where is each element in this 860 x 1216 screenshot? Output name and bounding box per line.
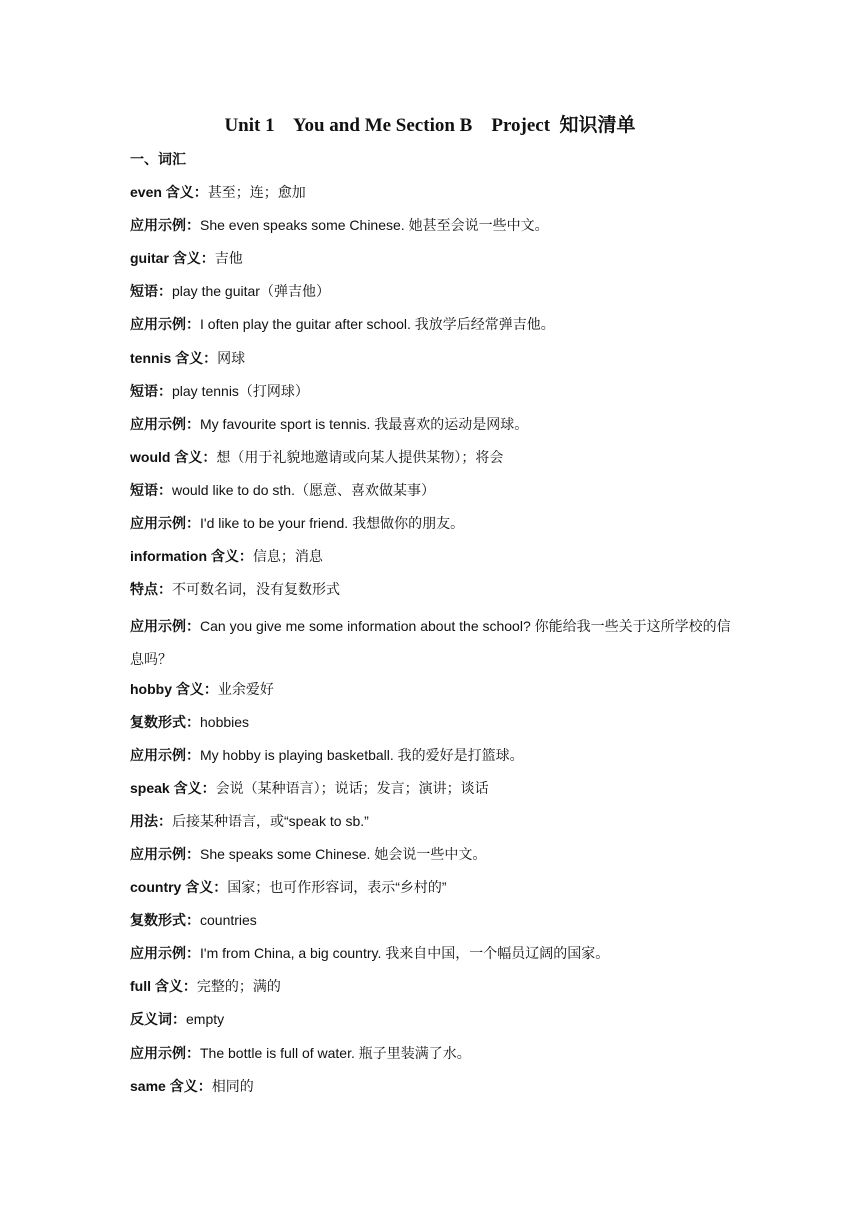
document-line: [130, 743, 740, 776]
document-line: [130, 610, 740, 676]
section-heading: 一、词汇: [130, 151, 186, 167]
line-text: play the guitar（弹吉他）: [172, 283, 330, 300]
line-text: 信息；消息: [252, 548, 323, 565]
document-line: [130, 379, 740, 412]
line-label: 应用示例：: [130, 515, 200, 532]
line-text: My hobby is playing basketball. 我的爱好是打篮球。: [200, 746, 524, 763]
line-label: speak 含义：: [130, 779, 216, 796]
document-line: [130, 544, 740, 577]
document-line: [130, 1041, 740, 1074]
line-label: 用法：: [130, 812, 172, 829]
page-title: Unit 1 You and Me Section B Project 知识清单: [224, 115, 636, 136]
line-label: 应用示例：: [130, 316, 200, 333]
document-line: [130, 312, 740, 345]
line-text: 国家；也可作形容词，表示“乡村的”: [227, 879, 447, 896]
line-label: 应用示例：: [130, 945, 200, 962]
line-label: 应用示例：: [130, 1044, 200, 1061]
line-text: 后接某种语言，或“speak to sb.”: [172, 812, 369, 829]
document-line: [130, 875, 740, 908]
line-label: 短语：: [130, 283, 172, 300]
line-text: 会说（某种语言）；说话；发言；演讲；谈话: [215, 779, 489, 796]
line-label: guitar 含义：: [130, 250, 215, 267]
line-text: 甚至；连；愈加: [207, 184, 306, 201]
line-text: I'm from China, a big country. 我来自中国，一个幅员辽阔的国家。: [200, 945, 610, 962]
line-text: 完整的；满的: [196, 978, 281, 995]
line-label: 短语：: [130, 382, 172, 399]
document-line: [130, 710, 740, 743]
line-text: 不可数名词，没有复数形式: [172, 581, 340, 598]
line-label: full 含义：: [130, 978, 197, 995]
document-line: [130, 445, 740, 478]
line-label: 应用示例：: [130, 217, 200, 234]
line-label: 应用示例：: [130, 845, 200, 862]
line-label: country 含义：: [130, 879, 228, 896]
document-line: [130, 1007, 740, 1040]
document-line: [130, 842, 740, 875]
line-label: same 含义：: [130, 1077, 212, 1094]
line-text: I often play the guitar after school. 我放学后经常弹吉他。: [200, 316, 555, 333]
line-text: 吉他: [214, 250, 243, 267]
document-line: [130, 577, 740, 610]
line-label: 应用示例：: [130, 415, 200, 432]
line-label: 应用示例：: [130, 746, 200, 763]
document-line: [130, 941, 740, 974]
line-label: 复数形式：: [130, 912, 200, 929]
line-text: 网球: [217, 349, 246, 366]
line-text: 相同的: [211, 1077, 254, 1094]
document-line: [130, 478, 740, 511]
document-line: [130, 213, 740, 246]
line-label: 应用示例：: [130, 618, 200, 635]
vocabulary-entries: [130, 180, 740, 1107]
line-text: would like to do sth.（愿意、喜欢做某事）: [172, 481, 435, 498]
line-text: play tennis（打网球）: [172, 382, 309, 399]
document-line: [130, 511, 740, 544]
line-label: information 含义：: [130, 548, 253, 565]
line-text: hobbies: [200, 713, 250, 730]
line-label: 复数形式：: [130, 713, 200, 730]
document-line: [130, 279, 740, 312]
document-line: [130, 346, 740, 379]
line-text: My favourite sport is tennis. 我最喜欢的运动是网球。: [200, 415, 529, 432]
document-line: [130, 180, 740, 213]
line-label: 短语：: [130, 481, 172, 498]
document-line: [130, 974, 740, 1007]
line-text: Can you give me some information about the school? 你能给我一些关于这所学校的信息吗？: [130, 618, 731, 668]
line-label: 特点：: [130, 581, 172, 598]
line-label: even 含义：: [130, 184, 208, 201]
line-label: hobby 含义：: [130, 680, 218, 697]
vocabulary-list: [130, 147, 740, 1107]
document-line: [130, 776, 740, 809]
line-text: empty: [186, 1011, 225, 1028]
line-text: She even speaks some Chinese. 她甚至会说一些中文。: [200, 217, 549, 234]
document-line: [130, 908, 740, 941]
line-text: I'd like to be your friend. 我想做你的朋友。: [200, 515, 465, 532]
document-line: [130, 412, 740, 445]
line-text: 想（用于礼貌地邀请或向某人提供某物）；将会: [216, 448, 504, 465]
line-label: tennis 含义：: [130, 349, 218, 366]
line-text: countries: [200, 912, 257, 929]
line-text: 业余爱好: [217, 680, 274, 697]
document-line: [130, 246, 740, 279]
document-line: [130, 1074, 740, 1107]
document-line: [130, 809, 740, 842]
document-line: [130, 677, 740, 710]
line-text: The bottle is full of water. 瓶子里装满了水。: [200, 1044, 471, 1061]
line-label: 反义词：: [130, 1011, 186, 1028]
line-text: She speaks some Chinese. 她会说一些中文。: [200, 845, 487, 862]
line-label: would 含义：: [130, 448, 217, 465]
